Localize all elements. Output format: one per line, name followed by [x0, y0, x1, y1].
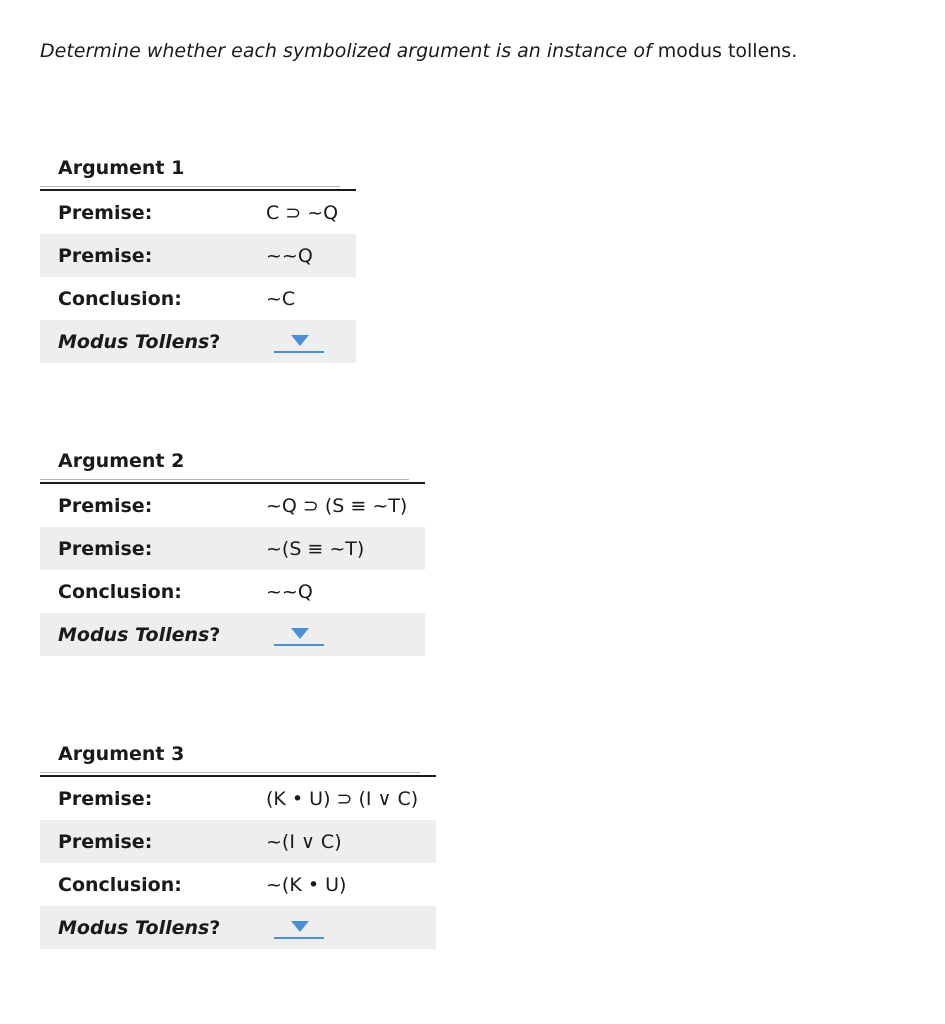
conclusion-label: Conclusion:	[58, 873, 182, 896]
modus-tollens-row	[40, 613, 425, 656]
question-mark: ?	[209, 330, 221, 353]
modus-tollens-term: Modus Tollens	[58, 916, 210, 939]
conclusion-label: Conclusion:	[58, 580, 182, 603]
premise-label: Premise:	[40, 527, 266, 570]
premise-formula: ~Q ⊃ (S ≡ ~T)	[266, 494, 408, 517]
dropdown-underline	[274, 644, 324, 646]
argument-table	[40, 777, 436, 949]
question-mark: ?	[209, 623, 221, 646]
answer-dropdown[interactable]	[274, 624, 324, 646]
premise-formula: (K • U) ⊃ (I ∨ C)	[266, 787, 419, 810]
premise-row	[40, 777, 436, 820]
answer-dropdown[interactable]	[274, 331, 324, 353]
premise-row	[40, 484, 425, 527]
answer-cell	[266, 320, 356, 363]
answer-dropdown[interactable]	[274, 917, 324, 939]
modus-tollens-label	[40, 613, 266, 656]
argument-title: Argument 1	[40, 156, 340, 187]
premise-label: Premise:	[58, 494, 153, 517]
modus-tollens-term: Modus Tollens	[58, 330, 210, 353]
premise-row	[40, 820, 436, 863]
dropdown-underline	[274, 937, 324, 939]
conclusion-row	[40, 863, 436, 906]
argument-2	[40, 449, 425, 656]
conclusion-label: Conclusion:	[58, 287, 182, 310]
instruction-text	[40, 38, 797, 64]
premise-row	[40, 191, 356, 234]
conclusion-row	[40, 277, 356, 320]
premise-label: Premise:	[58, 201, 153, 224]
premise-label: Premise:	[40, 234, 266, 277]
modus-tollens-row	[40, 906, 436, 949]
answer-cell	[266, 613, 425, 656]
premise-row	[40, 527, 425, 570]
premise-label: Premise:	[40, 820, 266, 863]
premise-formula: ~(S ≡ ~T)	[266, 527, 425, 570]
question-mark: ?	[209, 916, 221, 939]
argument-title: Argument 2	[40, 449, 409, 480]
dropdown-underline	[274, 351, 324, 353]
argument-title: Argument 3	[40, 742, 420, 773]
premise-label: Premise:	[58, 787, 153, 810]
dropdown-arrow-icon	[291, 921, 309, 932]
answer-cell	[266, 906, 436, 949]
conclusion-row	[40, 570, 425, 613]
instruction-italic: Determine whether each symbolized argument is an instance of	[40, 40, 658, 62]
conclusion-formula: ~~Q	[266, 580, 313, 603]
argument-1	[40, 156, 356, 363]
premise-formula: ~~Q	[266, 234, 356, 277]
argument-3	[40, 742, 436, 949]
modus-tollens-row	[40, 320, 356, 363]
argument-table	[40, 191, 356, 363]
dropdown-arrow-icon	[291, 335, 309, 346]
modus-tollens-label	[40, 906, 266, 949]
premise-formula: ~(I ∨ C)	[266, 820, 436, 863]
modus-tollens-label	[40, 320, 266, 363]
instruction-term: modus tollens.	[657, 40, 798, 62]
conclusion-formula: ~(K • U)	[266, 873, 347, 896]
modus-tollens-term: Modus Tollens	[58, 623, 210, 646]
argument-table	[40, 484, 425, 656]
dropdown-arrow-icon	[291, 628, 309, 639]
premise-row	[40, 234, 356, 277]
premise-formula: C ⊃ ~Q	[266, 201, 339, 224]
conclusion-formula: ~C	[266, 287, 296, 310]
